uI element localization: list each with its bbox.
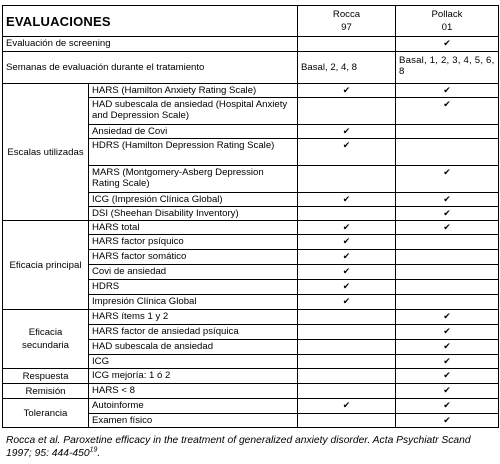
pollack-check-cell: ✔ [396, 207, 499, 221]
table-row-label: ICG (Impresión Clínica Global) [89, 193, 298, 207]
table-row-label: Examen físico [89, 414, 298, 428]
rocca-check-cell: ✔ [298, 221, 396, 235]
rocca-check-cell: ✔ [298, 139, 396, 166]
rocca-check-cell [298, 207, 396, 221]
group-name: Escalas utilizadas [7, 146, 84, 158]
pollack-check-cell: ✔ [396, 355, 499, 369]
group-name: Remisión [25, 385, 66, 397]
table-row-label: HARS (Hamilton Anxiety Rating Scale) [89, 84, 298, 98]
rocca-check-cell [298, 98, 396, 125]
pollack-check-cell [396, 125, 499, 139]
rocca-check-cell [298, 166, 396, 193]
group-name-cell [2, 399, 89, 428]
group-name-cell [2, 84, 89, 221]
pollack-check-cell [396, 280, 499, 295]
group-name-cell [2, 384, 89, 399]
pollack-check-cell: ✔ [396, 310, 499, 325]
rocca-check-cell [298, 355, 396, 369]
group-name: Eficacia principal [9, 259, 82, 271]
group-name: Tolerancia [23, 407, 68, 419]
screening-label: Evaluación de screening [2, 37, 298, 52]
table-row-label: DSI (Sheehan Disability Inventory) [89, 207, 298, 221]
table-row-label: Covi de ansiedad [89, 265, 298, 280]
table-row-label: ICG mejoría: 1 ó 2 [89, 369, 298, 384]
rocca-check-cell: ✔ [298, 193, 396, 207]
table-row-label: HDRS (Hamilton Depression Rating Scale) [89, 139, 298, 166]
pollack-check-cell: ✔ [396, 193, 499, 207]
rocca-check-cell: ✔ [298, 295, 396, 310]
table-row-label: HARS factor somático [89, 250, 298, 265]
rocca-check-cell [298, 414, 396, 428]
group-name-cell [2, 310, 89, 369]
weeks-rocca-value: Basal, 2, 4, 8 [301, 62, 357, 73]
column-header-rocca-name: Rocca [332, 9, 361, 20]
pollack-check-cell [396, 235, 499, 250]
rocca-check-cell: ✔ [298, 250, 396, 265]
evaluations-table [2, 5, 499, 432]
pollack-check-cell [396, 250, 499, 265]
column-header-rocca-year: 97 [341, 22, 352, 33]
pollack-check-cell: ✔ [396, 98, 499, 125]
group-name: Eficacia secundaria [22, 327, 69, 351]
rocca-check-cell [298, 384, 396, 399]
table-row-label: HAD subescala de ansiedad (Hospital Anxiety and Depression Scale) [89, 98, 298, 125]
weeks-rocca-cell [298, 52, 396, 84]
pollack-check-cell: ✔ [396, 399, 499, 414]
rocca-check-cell [298, 310, 396, 325]
screening-rocca-check [298, 37, 396, 52]
group-name-cell [2, 221, 89, 310]
table-title-cell [2, 5, 298, 37]
rocca-check-cell: ✔ [298, 399, 396, 414]
pollack-check-cell: ✔ [396, 84, 499, 98]
table-row-label: HARS factor psíquico [89, 235, 298, 250]
table-title: EVALUACIONES [6, 13, 111, 29]
rocca-check-cell: ✔ [298, 280, 396, 295]
table-caption [6, 434, 496, 460]
table-row-label: HARS ítems 1 y 2 [89, 310, 298, 325]
table-row-label: HARS < 8 [89, 384, 298, 399]
table-row-label: HARS total [89, 221, 298, 235]
table-row-label: Ansiedad de Covi [89, 125, 298, 139]
rocca-check-cell: ✔ [298, 265, 396, 280]
pollack-check-cell: ✔ [396, 384, 499, 399]
group-name-cell [2, 369, 89, 384]
table-row-label: MARS (Montgomery-Asberg Depression Rating Scale) [89, 166, 298, 193]
table-row-label: Autoinforme [89, 399, 298, 414]
column-header-pollack-name: Pollack [431, 9, 463, 20]
caption-text: Rocca et al. Paroxetine efficacy in the treatment of generalized anxiety disorder. Acta Psychiatr Scand 1997; 95: 444-450 [6, 435, 471, 459]
pollack-check-cell [396, 295, 499, 310]
table-row-label: HAD subescala de ansiedad [89, 340, 298, 355]
pollack-check-cell: ✔ [396, 221, 499, 235]
caption-reference-number: 19 [89, 446, 98, 454]
pollack-check-cell: ✔ [396, 325, 499, 340]
pollack-check-cell: ✔ [396, 414, 499, 428]
column-header-pollack-year: 01 [441, 22, 453, 33]
screening-pollack-check: ✔ [396, 37, 499, 52]
rocca-check-cell: ✔ [298, 125, 396, 139]
pollack-check-cell: ✔ [396, 369, 499, 384]
weeks-label: Semanas de evaluación durante el tratamiento [6, 62, 205, 73]
table-row-label: Impresión Clínica Global [89, 295, 298, 310]
caption-end: . [97, 448, 101, 459]
weeks-label-cell [2, 52, 298, 84]
rocca-check-cell: ✔ [298, 235, 396, 250]
rocca-check-cell [298, 340, 396, 355]
rocca-check-cell [298, 325, 396, 340]
group-name: Respuesta [22, 370, 69, 382]
pollack-check-cell: ✔ [396, 166, 499, 193]
pollack-check-cell [396, 265, 499, 280]
table-row-label: HARS factor de ansiedad psíquica [89, 325, 298, 340]
table-row-label: HDRS [89, 280, 298, 295]
weeks-pollack-value: Basal, 1, 2, 3, 4, 5, 6, 8 [396, 52, 499, 84]
pollack-check-cell [396, 139, 499, 166]
table-row-label: ICG [89, 355, 298, 369]
rocca-check-cell: ✔ [298, 84, 396, 98]
column-header-pollack [396, 5, 499, 37]
column-header-rocca [298, 5, 396, 37]
pollack-check-cell: ✔ [396, 340, 499, 355]
rocca-check-cell [298, 369, 396, 384]
